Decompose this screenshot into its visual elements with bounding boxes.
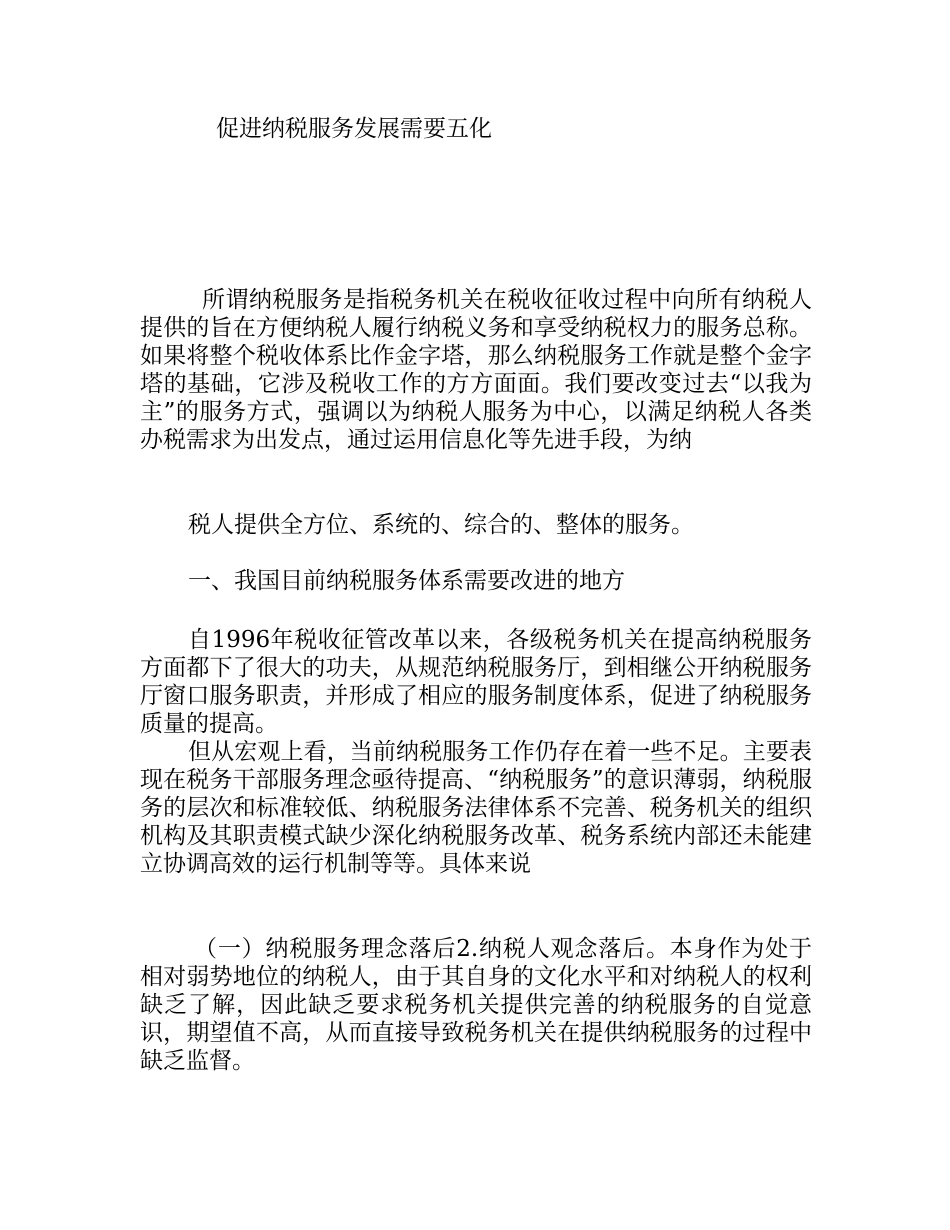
section-heading-1: 一、我国目前纳税服务体系需要改进的地方	[188, 568, 625, 594]
paragraph-intro-continued: 税人提供全方位、系统的、综合的、整体的服务。	[188, 512, 694, 538]
document-title: 促进纳税服务发展需要五化	[216, 116, 492, 142]
paragraph-shortcomings: 但从宏观上看，当前纳税服务工作仍存在着一些不足。主要表现在税务干部服务理念亟待提高、“纳税服务”的意识薄弱，纳税服务的层次和标准较低、纳税服务法律体系不完善、税务机关的组织机构及其职责模式缺少深化纳税服务改革、税务系统内部还未能建立协调高效的运行机制等等。具体来说	[140, 739, 812, 877]
paragraph-intro: 所谓纳税服务是指税务机关在税收征收过程中向所有纳税人提供的旨在方便纳税人履行纳税义务和享受纳税权力的服务总称。如果将整个税收体系比作金字塔，那么纳税服务工作就是整个金字塔的基础，它涉及税收工作的方方面面。我们要改变过去“以我为主”的服务方式，强调以为纳税人服务为中心，以满足纳税人各类办税需求为出发点，通过运用信息化等先进手段，为纳	[140, 287, 812, 453]
paragraph-concept-lag: （一）纳税服务理念落后2.纳税人观念落后。本身作为处于相对弱势地位的纳税人，由于其自身的文化水平和对纳税人的权利缺乏了解，因此缺乏要求税务机关提供完善的纳税服务的自觉意识，期望值不高，从而直接导致税务机关在提供纳税服务的过程中缺乏监督。	[140, 936, 812, 1074]
paragraph-reform-history: 自1996年税收征管改革以来，各级税务机关在提高纳税服务方面都下了很大的功夫，从规范纳税服务厅，到相继公开纳税服务厅窗口服务职责，并形成了相应的服务制度体系，促进了纳税服务质量的提高。	[140, 627, 812, 737]
